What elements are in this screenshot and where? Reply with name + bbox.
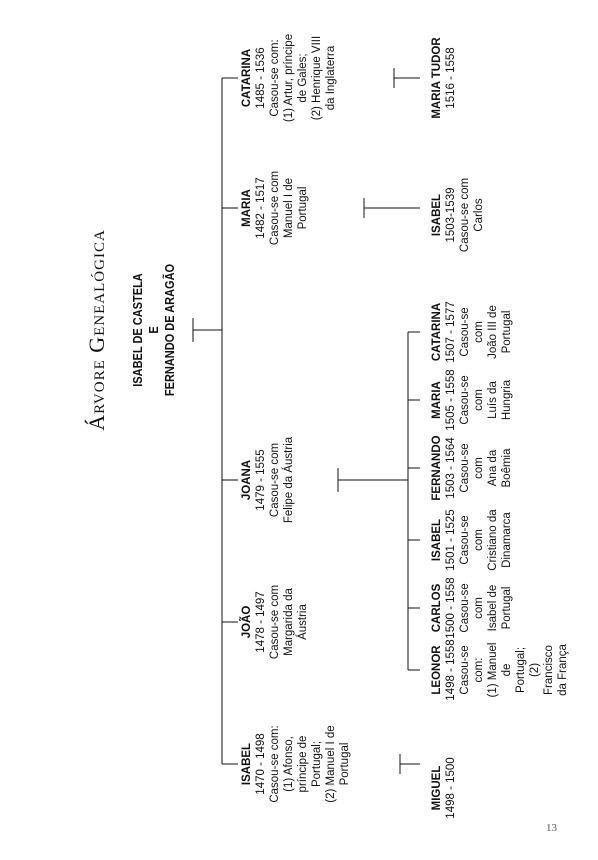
person-detail-line: Casou-se com bbox=[459, 307, 485, 357]
person-detail-line: Áustria bbox=[297, 604, 309, 640]
person-detail-line: Casou-se com: bbox=[459, 645, 485, 695]
grandchild-isabel bbox=[430, 507, 514, 573]
page-title: Árvore Genealógica bbox=[84, 229, 109, 431]
person-detail-line: Manuel I de bbox=[283, 177, 295, 239]
person-detail-line: Dinamarca bbox=[501, 512, 513, 568]
person-detail-line: Portugal; bbox=[515, 646, 527, 694]
person-detail-line: de Gales; bbox=[297, 53, 309, 103]
person-name: FERNANDO bbox=[431, 435, 443, 501]
person-name: CATARINA bbox=[241, 48, 253, 108]
other-grandchild-isabel bbox=[430, 170, 486, 260]
person-detail-line: Portugal bbox=[297, 186, 309, 230]
person-detail-line: Casou-se com bbox=[459, 443, 485, 493]
person-dates: 1501 - 1525 bbox=[445, 509, 457, 571]
other-grandchild-miguel bbox=[430, 743, 458, 833]
child-joana bbox=[240, 425, 296, 535]
person-name: ISABEL bbox=[431, 193, 443, 237]
person-detail-line: Casou-se com: bbox=[269, 39, 281, 117]
person-dates: 1507 - 1577 bbox=[445, 301, 457, 363]
person-name: CARLOS bbox=[431, 583, 443, 633]
child-isabel bbox=[240, 709, 352, 819]
person-detail-line: (2) Henrique VIII bbox=[311, 35, 323, 121]
root-line-3: FERNANDO DE ARAGÃO bbox=[163, 263, 177, 397]
person-detail-line: Hungria bbox=[501, 379, 513, 421]
person-dates: 1478 - 1497 bbox=[255, 591, 267, 653]
person-detail-line: Isabel de bbox=[487, 584, 499, 632]
grandchild-leonor bbox=[430, 637, 570, 703]
person-name: ISABEL bbox=[241, 742, 253, 786]
person-dates: 1500 - 1558 bbox=[445, 577, 457, 639]
person-detail-line: da França bbox=[557, 644, 569, 696]
person-detail-line: João III de bbox=[487, 305, 499, 359]
person-dates: 1485 - 1536 bbox=[255, 47, 267, 109]
person-name: JOANA bbox=[241, 459, 253, 501]
person-dates: 1498 - 1558 bbox=[445, 639, 457, 701]
person-detail-line: Casou-se com bbox=[459, 515, 485, 565]
root-line-1: ISABEL DE CASTELA bbox=[131, 273, 145, 387]
page-number: 13 bbox=[546, 822, 557, 834]
grandchild-maria bbox=[430, 367, 514, 433]
person-detail-line: Casou-se com bbox=[459, 177, 471, 253]
person-name: MARIA TUDOR bbox=[431, 37, 443, 119]
person-dates: 1503 - 1564 bbox=[445, 437, 457, 499]
person-detail-line: Casou-se com: bbox=[269, 725, 281, 803]
person-detail-line: Felipe da Áustria bbox=[283, 436, 295, 524]
person-dates: 1470 - 1498 bbox=[255, 733, 267, 795]
person-detail-line: Cristiano da bbox=[487, 509, 499, 571]
child-joão bbox=[240, 567, 310, 677]
person-dates: 1505 - 1558 bbox=[445, 369, 457, 431]
child-catarina bbox=[240, 12, 338, 144]
person-detail-line: Portugal bbox=[339, 742, 351, 786]
person-name: MARIA bbox=[431, 381, 443, 419]
person-detail-line: Casou-se com bbox=[269, 442, 281, 518]
person-dates: 1516 - 1558 bbox=[445, 47, 457, 109]
person-detail-line: (2) Francisco bbox=[529, 645, 555, 695]
person-detail-line: Margarida da bbox=[283, 588, 295, 656]
grandchild-fernando bbox=[430, 435, 514, 501]
person-detail-line: (2) Manuel I de bbox=[325, 725, 337, 803]
person-detail-line: Casou-se com bbox=[459, 583, 485, 633]
person-name: ISABEL bbox=[431, 518, 443, 562]
root-line-2: E bbox=[147, 326, 161, 334]
other-grandchild-maria-tudor bbox=[430, 23, 458, 133]
person-detail-line: Casou-se com bbox=[269, 170, 281, 246]
person-detail-line: Ana da bbox=[487, 449, 499, 487]
person-name: MIGUEL bbox=[431, 765, 443, 811]
person-detail-line: Casou-se com bbox=[269, 584, 281, 660]
person-detail-line: Portugal bbox=[501, 586, 513, 630]
person-detail-line: Boêmia bbox=[501, 448, 513, 488]
person-detail-line: Casou-se com bbox=[459, 375, 485, 425]
person-dates: 1482 - 1517 bbox=[255, 177, 267, 239]
person-name: CATARINA bbox=[431, 302, 443, 362]
grandchild-catarina bbox=[430, 299, 514, 365]
person-dates: 1503-1539 bbox=[445, 187, 457, 243]
person-name: LEONOR bbox=[431, 645, 443, 695]
person-detail-line: (1) Afonso, bbox=[283, 736, 295, 792]
person-name: MARIA bbox=[241, 189, 253, 227]
person-detail-line: Portugal; bbox=[311, 740, 323, 788]
person-detail-line: (1) Artur, príncipe bbox=[283, 33, 295, 123]
person-detail-line: da Inglaterra bbox=[325, 45, 337, 111]
person-name: JOÃO bbox=[241, 605, 253, 639]
person-dates: 1498 - 1500 bbox=[445, 757, 457, 819]
child-maria bbox=[240, 153, 310, 263]
person-dates: 1479 - 1555 bbox=[255, 449, 267, 511]
person-detail-line: Portugal bbox=[501, 310, 513, 354]
grandchild-carlos bbox=[430, 575, 514, 641]
person-detail-line: Carlos bbox=[473, 198, 485, 232]
person-detail-line: Luís da bbox=[487, 381, 499, 419]
person-detail-line: (1) Manuel de bbox=[487, 642, 513, 698]
person-detail-line: príncipe de bbox=[297, 735, 309, 793]
